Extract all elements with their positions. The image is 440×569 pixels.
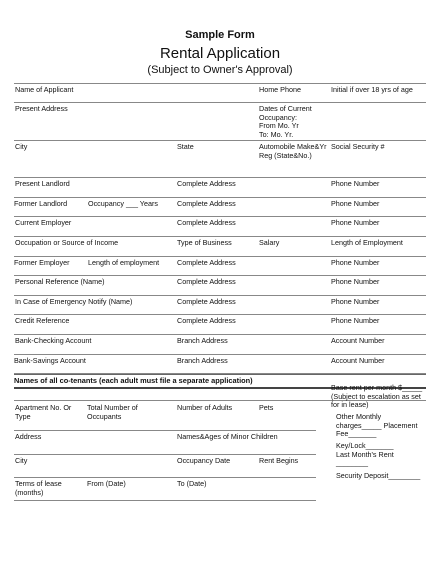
- row-apartment[interactable]: [14, 401, 316, 431]
- row-occupation[interactable]: [14, 237, 426, 257]
- row-credit-reference[interactable]: [14, 315, 426, 335]
- label-occupation: Occupation or Source of Income: [15, 238, 119, 247]
- row-applicant-name[interactable]: [14, 84, 426, 103]
- label-occupancy-date: Occupancy Date: [177, 456, 231, 465]
- label-account-number: Account Number: [331, 356, 385, 365]
- cotenants-heading: Names of all co-tenants (each adult must file a separate application): [14, 376, 253, 385]
- label-present-address: Present Address: [15, 104, 68, 113]
- row-city-state[interactable]: [14, 141, 426, 178]
- sample-form-label: Sample Form: [185, 29, 255, 41]
- label-base-rent: Base rent per month $_____ (Subject to escalation as set for in lease): [331, 383, 423, 410]
- row-cotenant-city[interactable]: [14, 455, 316, 478]
- label-from-date: From (Date): [87, 479, 126, 488]
- row-former-employer[interactable]: [14, 257, 426, 276]
- label-emergency-contact: In Case of Emergency Notify (Name): [15, 297, 133, 306]
- label-phone-number: Phone Number: [331, 316, 380, 325]
- page-title: Rental Application: [159, 45, 281, 62]
- row-emergency-contact[interactable]: [14, 296, 426, 315]
- label-phone-number: Phone Number: [331, 199, 380, 208]
- label-complete-address: Complete Address: [177, 179, 236, 188]
- label-total-occupants: Total Number of Occupants: [87, 403, 138, 421]
- row-present-landlord[interactable]: [14, 178, 426, 198]
- label-number-of-adults: Number of Adults: [177, 403, 233, 412]
- label-bank-savings: Bank-Savings Account: [14, 356, 86, 365]
- label-type-of-business: Type of Business: [177, 238, 232, 247]
- label-pets: Pets: [259, 403, 274, 412]
- label-current-employer: Current Employer: [15, 218, 72, 227]
- label-city: City: [15, 142, 28, 151]
- label-to-date: To (Date): [177, 479, 207, 488]
- label-salary: Salary: [259, 238, 280, 247]
- label-keylock-last-rent: Key/Lock_______ Last Month's Rent ________: [336, 441, 394, 468]
- label-personal-reference: Personal Reference (Name): [15, 277, 105, 286]
- row-personal-reference[interactable]: [14, 276, 426, 296]
- row-present-address[interactable]: [14, 103, 426, 141]
- label-former-landlord: Former Landlord: [14, 199, 68, 208]
- label-state: State: [177, 142, 194, 151]
- label-address: Address: [15, 432, 42, 441]
- label-dates-of-occupancy: Dates of Current Occupancy: From Mo. Yr To: Mo. Yr.: [259, 104, 312, 139]
- page-subtitle: (Subject to Owner's Approval): [147, 64, 293, 76]
- label-length-employment: Length of employment: [88, 258, 160, 267]
- label-automobile: Automobile Make&Yr Reg (State&No.): [259, 142, 327, 160]
- label-city: City: [15, 456, 28, 465]
- label-phone-number: Phone Number: [331, 218, 380, 227]
- label-phone-number: Phone Number: [331, 297, 380, 306]
- label-branch-address: Branch Address: [177, 336, 228, 345]
- label-name-of-applicant: Name of Applicant: [15, 85, 74, 94]
- label-complete-address: Complete Address: [177, 258, 236, 267]
- label-present-landlord: Present Landlord: [15, 179, 70, 188]
- label-security-deposit: Security Deposit________: [336, 471, 421, 480]
- row-current-employer[interactable]: [14, 217, 426, 237]
- label-occupancy-years: Occupancy ___ Years: [88, 199, 158, 208]
- label-former-employer: Former Employer: [14, 258, 70, 267]
- row-former-landlord[interactable]: [14, 198, 426, 217]
- label-terms-of-lease: Terms of lease (months): [15, 479, 62, 497]
- row-lease-terms[interactable]: [14, 478, 316, 501]
- label-complete-address: Complete Address: [177, 277, 236, 286]
- row-bank-savings[interactable]: [14, 355, 426, 374]
- label-complete-address: Complete Address: [177, 297, 236, 306]
- label-complete-address: Complete Address: [177, 218, 236, 227]
- label-initial-over-18: Initial if over 18 yrs of age: [331, 85, 413, 94]
- label-account-number: Account Number: [331, 336, 385, 345]
- label-bank-checking: Bank-Checking Account: [15, 336, 92, 345]
- label-minor-children: Names&Ages of Minor Children: [177, 432, 278, 441]
- label-rent-begins: Rent Begins: [259, 456, 299, 465]
- row-bank-checking[interactable]: [14, 335, 426, 355]
- label-home-phone: Home Phone: [259, 85, 301, 94]
- label-complete-address: Complete Address: [177, 199, 236, 208]
- label-social-security: Social Security #: [331, 142, 385, 151]
- row-cotenant-address[interactable]: [14, 431, 316, 455]
- label-branch-address: Branch Address: [177, 356, 228, 365]
- label-phone-number: Phone Number: [331, 258, 380, 267]
- label-phone-number: Phone Number: [331, 179, 380, 188]
- label-phone-number: Phone Number: [331, 277, 380, 286]
- label-credit-reference: Credit Reference: [15, 316, 70, 325]
- rental-application-form: [14, 83, 426, 501]
- label-other-charges: Other Monthly charges_____ Placement Fee_______: [336, 412, 418, 439]
- label-length-of-employment: Length of Employment: [331, 238, 403, 247]
- label-complete-address: Complete Address: [177, 316, 236, 325]
- label-apartment-type: Apartment No. Or Type: [15, 403, 72, 421]
